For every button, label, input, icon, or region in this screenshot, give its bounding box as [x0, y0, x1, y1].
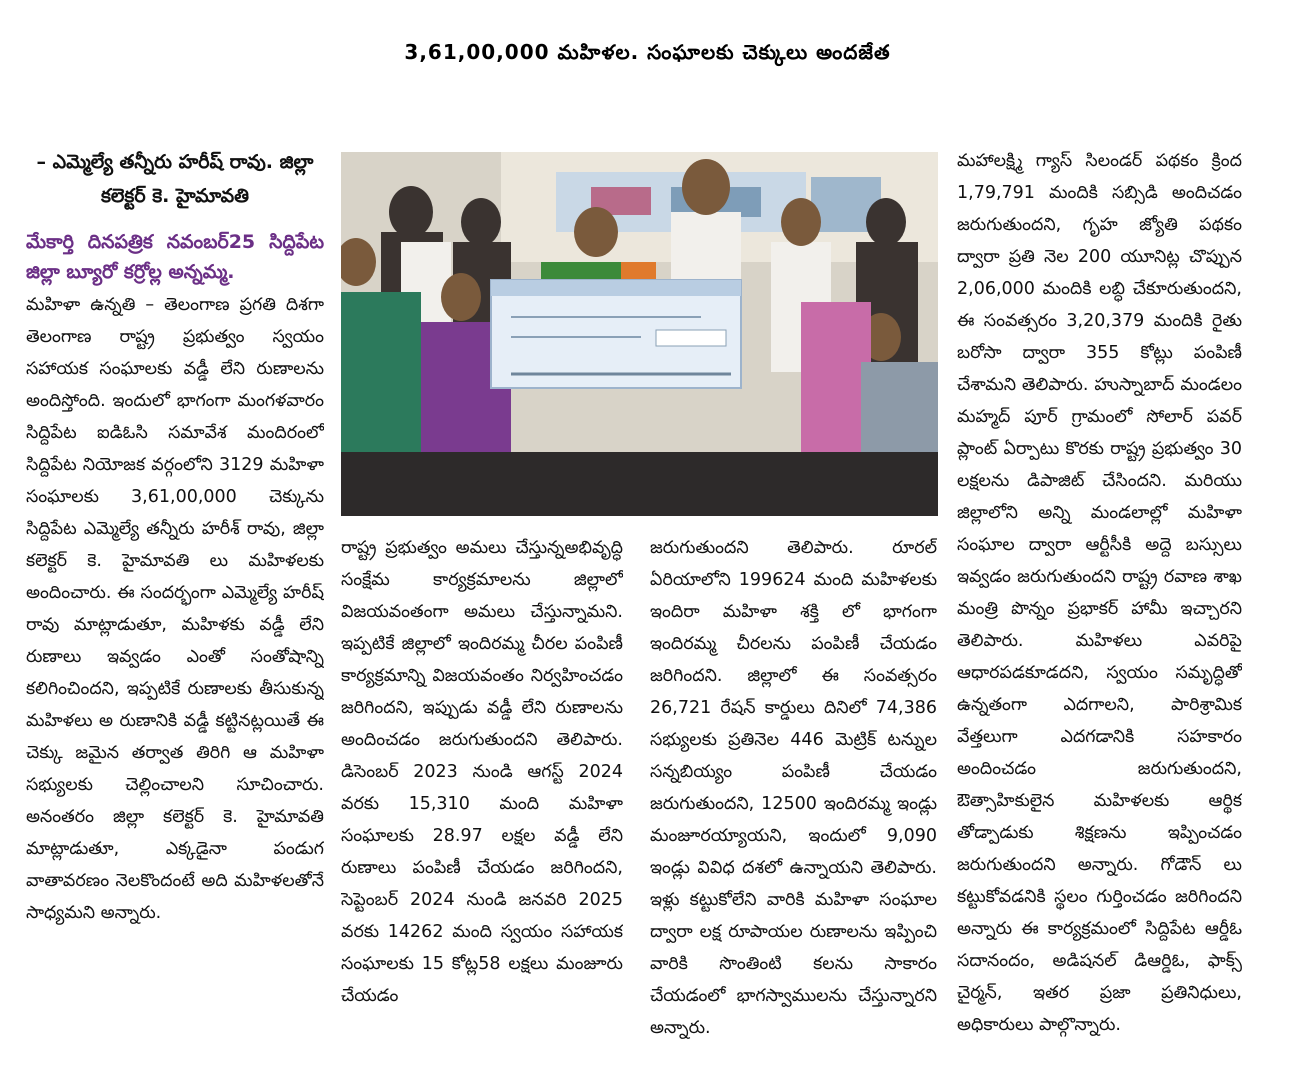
column-3-text: జరుగుతుందని తెలిపారు. రూరల్ ఏరియాలోని 199624 మంది మహిళలకు ఇందిరా మహిళా శక్తి లో భాగంగా ఇందిరమ్మ చీరలను పంపిణీ చేయడం జరిగిందని. జిల్లాలో ఈ సంవత్సరం 26,721 రేషన్ కార్డులు దినిలో 74,386 సభ్యులకు ప్రతినెల 446 మెట్రిక్ టన్నుల సన్నబియ్యం పంపిణీ చేయడం జరుగుతుందని, 12500 ఇందిరమ్మ ఇండ్లు మంజూరయ్యాయని, ఇందులో 9,090 ఇండ్లు వివిధ దశలో ఉన్నాయని తెలిపారు. ఇళ్లు కట్టుకోలేని వారికి మహిళా సంఘాల ద్వారా లక్ష రూపాయల రుణాలను ఇప్పించి వారికి సొంతింటి కలను సాకారం చేయడంలో భాగస్వాములను చేస్తున్నారని అన్నారు. — [650, 538, 937, 1038]
column-3 — [650, 532, 937, 1050]
photo-group-with-cheque-icon — [341, 152, 938, 516]
column-2 — [341, 532, 623, 1050]
dateline: మేకార్తి దినపత్రిక నవంబర్25 సిద్దిపేట జిల్లా బ్యూరో కర్రోల్ల అన్నమ్మ. — [26, 231, 324, 283]
headline: 3,61,00,000 మహిళల. సంఘాలకు చెక్కులు అందజేత — [404, 39, 891, 64]
column-2-text: రాష్ట్ర ప్రభుత్వం అమలు చేస్తున్నఅభివృద్ధి సంక్షేమ కార్యక్రమాలను జిల్లాలో విజయవంతంగా అమలు చేస్తున్నామని. ఇప్పటికే జిల్లాలో ఇందిరమ్మ చీరల పంపిణీ కార్యక్రమాన్ని విజయవంతం నిర్వహించడం జరిగిందని, ఇప్పుడు వడ్డీ లేని రుణాలను అందించడం జరుగుతుందని తెలిపారు. డిసెంబర్ 2023 నుండి ఆగస్ట్ 2024 వరకు 15,310 మంది మహిళా సంఘాలకు 28.97 లక్షల వడ్డీ లేని రుణాలు పంపిణీ చేయడం జరిగిందని, సెప్టెంబర్ 2024 నుండి జనవరి 2025 వరకు 14262 మంది స్వయం సహాయక సంఘాలకు 15 కోట్ల58 లక్షలు మంజూరు చేయడం — [341, 538, 623, 1006]
byline: – ఎమ్మెల్యే తన్నీరు హరీష్ రావు. జిల్లా కలెక్టర్ కె. హైమావతి — [36, 151, 314, 207]
column-4 — [957, 145, 1242, 1050]
event-photo — [341, 152, 938, 516]
column-1 — [26, 145, 324, 1050]
column-4-text: మహాలక్ష్మి గ్యాస్ సిలండర్ పథకం క్రింద 1,79,791 మందికి సబ్సిడి అందిచడం జరుగుతుందని, గృహ జ్యోతి పథకం ద్వారా ప్రతి నెల 200 యూనిట్ల చొప్పున 2,06,000 మందికి లబ్ధి చేకూరుతుందని, ఈ సంవత్సరం 3,20,379 మందికి రైతు బరోసా ద్వారా 355 కోట్లు పంపిణీ చేశామని తెలిపారు. హుస్నాబాద్ మండలం మహ్మద్ పూర్ గ్రామంలో సోలార్ పవర్ ప్లాంట్ ఏర్పాటు కొరకు రాష్ట్ర ప్రభుత్వం 30 లక్షలను డిపాజిట్ చేసిందని. మరియు జిల్లాలోని అన్ని మండలాల్లో మహిళా సంఘాల ద్వారా ఆర్టీసీకి అద్దె బస్సులు ఇవ్వడం జరుగుతుందని రాష్ట్ర రవాణ శాఖ మంత్రి పొన్నం ప్రభాకర్ హామీ ఇచ్చారని తెలిపారు. మహిళలు ఎవరిపై ఆధారపడకూడదని, స్వయం సమృద్ధితో ఉన్నతంగా ఎదగాలని, పారిశ్రామిక వేత్తలుగా ఎదగడానికి సహకారం అందించడం జరుగుతుందని, ఔత్సాహికులైన మహిళలకు ఆర్థిక తోడ్పాడుకు శిక్షణను ఇప్పించడం జరుగుతుందని అన్నారు. గోడౌన్ లు కట్టుకోవడనికి స్థలం గుర్తించడం జరిగిందని అన్నారు ఈ కార్యక్రమంలో సిద్దిపేట ఆర్డీఓ సదానందం, అడిషనల్ డిఆర్డిఓ, ఫాక్స్ చైర్మన్, ఇతర ప్రజా ప్రతినిధులు, అధికారులు పాల్గొన్నారు. — [957, 151, 1242, 1035]
column-1-text: మహిళా ఉన్నతి – తెలంగాణ ప్రగతి దిశగా తెలంగాణ రాష్ట్ర ప్రభుత్వం స్వయం సహాయక సంఘాలకు వడ్డీ లేని రుణాలను అందిస్తోంది. ఇందులో భాగంగా మంగళవారం సిద్దిపేట ఐడిఓసి సమావేశ మందిరంలో సిద్దిపేట నియోజక వర్గంలోని 3129 మహిళా సంఘాలకు 3,61,00,000 చెక్కును సిద్దిపేట ఎమ్మెల్యే తన్నీరు హరీశ్ రావు, జిల్లా కలెక్టర్ కె. హైమావతి లు మహిళలకు అందించారు. ఈ సందర్భంగా ఎమ్మెల్యే హరీష్ రావు మాట్లాడుతూ, మహిళకు వడ్డీ లేని రుణాలు ఇవ్వడం ఎంతో సంతోషాన్ని కలిగించిందని, ఇప్పటికే రుణాలకు తీసుకున్న మహిళలు అ రుణానికి వడ్డీ కట్టినట్లయితే ఈ చెక్కు జమైన తర్వాత తిరిగి ఆ మహిళా సభ్యులకు చెల్లించాలని సూచించారు. అనంతరం జిల్లా కలెక్టర్ కె. హైమావతి మాట్లాడుతూ, ఎక్కడైనా పండుగ వాతావరణం నెలకొందంటే అది మహిళలతోనే సాధ్యమని అన్నారు. — [26, 295, 324, 923]
